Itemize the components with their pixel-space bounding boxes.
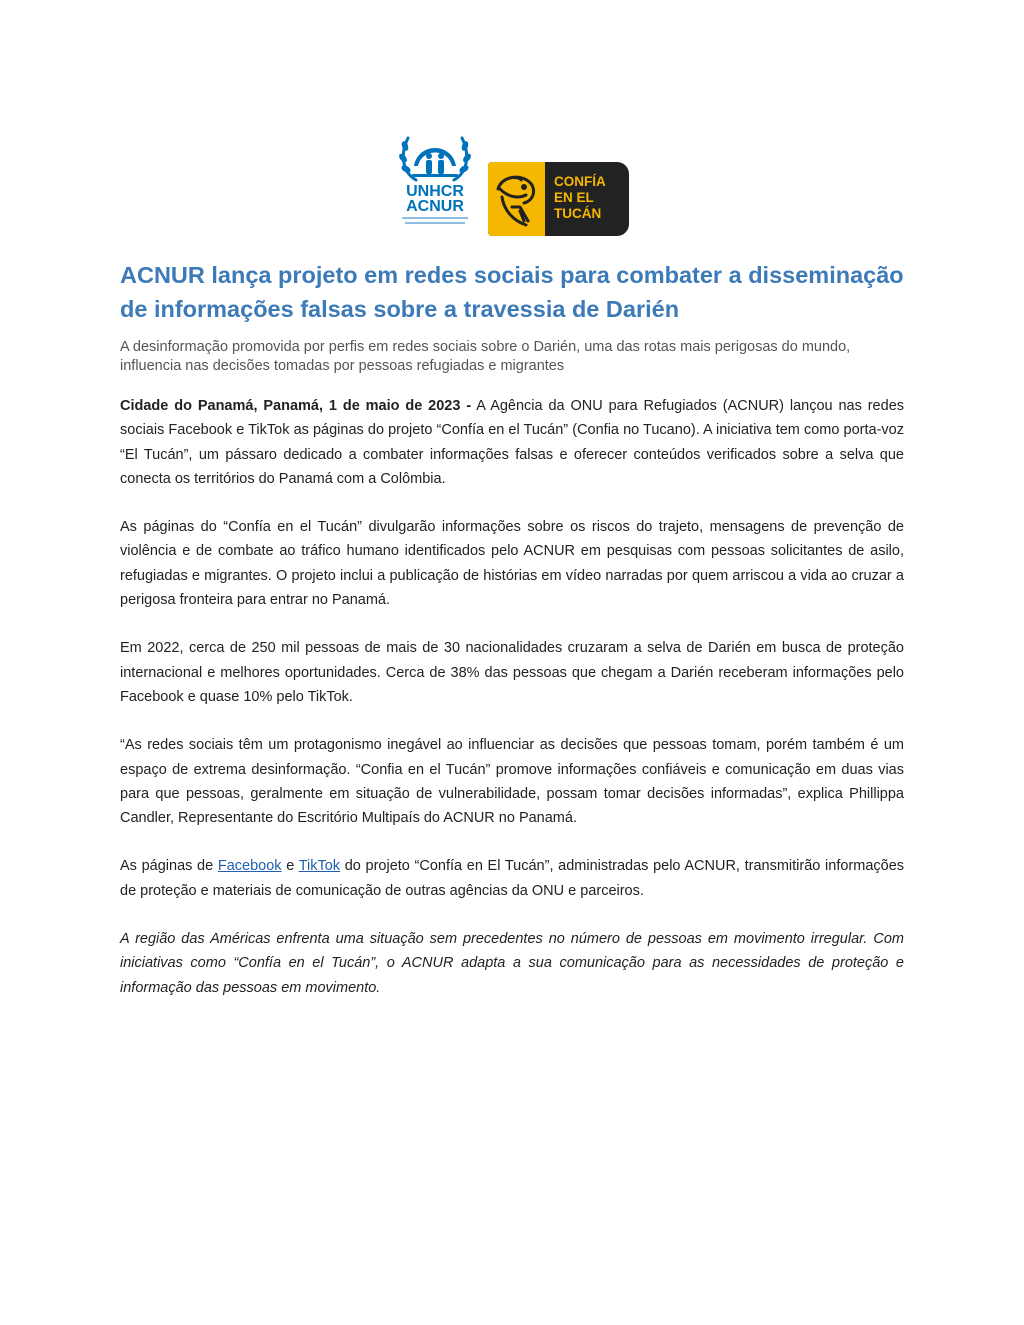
facebook-link[interactable]: Facebook [217,858,282,875]
paragraph-2: As páginas do “Confía en el Tucán” divulgarão informações sobre os riscos do trajeto, mensagens de prevenção de violência e de combate ao tráfico humano identificados pelo ACNUR em pesquisas com pessoas solicitantes de asilo, refugiadas e migrantes. O projeto inclui a publicação de histórias em vídeo narradas por quem arriscou a vida ao cruzar a perigosa fronteira para entrar no Panamá. [120,519,904,609]
tucan-wordmark [554,174,626,222]
paragraph-5-middle: e [281,858,299,875]
unhcr-tagline-graphic [402,217,468,231]
paragraph-5 [120,854,904,903]
unhcr-wordmark: UNHCR [406,183,464,200]
paragraph-5-after: do projeto “Confía en El Tucán”, administradas pelo ACNUR, transmitirão informações de proteção e materiais de comunicação de outras agências da ONU e parceiros. [120,858,905,899]
unhcr-logo [396,132,474,232]
confia-en-el-tucan-logo [488,162,629,236]
paragraph-4-quote: “As redes sociais têm um protagonismo inegável ao influenciar as decisões que pessoas tomam, porém também é um espaço de extrema desinformação. “Confia en el Tucán” promove informações confiáveis e comunicação em duas vias para que pessoas, geralmente em situação de vulnerabilidade, possam tomar decisões informadas”, explica Phillippa Candler, Representante do Escritório Multipaís do ACNUR no Panamá. [120,737,904,827]
tucan-wordmark-line3: TUCÁN [554,206,602,221]
paragraph-6-closing: A região das Américas enfrenta uma situação sem precedentes no número de pessoas em movimento irregular. Com iniciativas como “Confía en el Tucán”, o ACNUR adapta a sua comunicação para as necessidades de proteção e informação das pessoas em movimento. [120,931,904,996]
tucan-wordmark-line1: CONFÍA [554,174,606,189]
tucan-emblem [488,162,545,236]
tiktok-link[interactable]: TikTok [298,858,341,875]
toucan-icon [492,167,542,231]
tucan-wordmark-line2: EN EL [554,190,594,205]
paragraph-5-before: As páginas de [120,858,218,875]
paragraph-3: Em 2022, cerca de 250 mil pessoas de mais de 30 nacionalidades cruzaram a selva de Darién em busca de proteção internacional e melhores oportunidades. Cerca de 38% das pessoas que chegam a Darién receberam informações pelo Facebook e quase 10% pelo TikTok. [120,640,904,705]
paragraph-1-text: A Agência da ONU para Refugiados (ACNUR) lançou nas redes sociais Facebook e TikTok as páginas do projeto “Confía en el Tucán” (Confia no Tucano). A iniciativa tem como porta-voz “El Tucán”, um pássaro dedicado a combater informações falsas e oferecer conteúdos verificados sobre a selva que conecta os territórios do Panamá com a Colômbia. [120,398,905,487]
paragraph-1 [120,394,904,491]
header-logos [396,132,636,238]
article-body [120,394,904,1024]
unhcr-emblem-icon [396,132,474,184]
acnur-wordmark: ACNUR [406,198,464,215]
dateline: Cidade do Panamá, Panamá, 1 de maio de 2023 - [120,398,472,414]
page-title: ACNUR lança projeto em redes sociais para combater a disseminação de informações falsas sobre a travessia de Darién [120,262,904,322]
page-subtitle: A desinformação promovida por perfis em redes sociais sobre o Darién, uma das rotas mais perigosas do mundo, influencia nas decisões tomadas por pessoas refugiadas e migrantes [120,339,851,374]
